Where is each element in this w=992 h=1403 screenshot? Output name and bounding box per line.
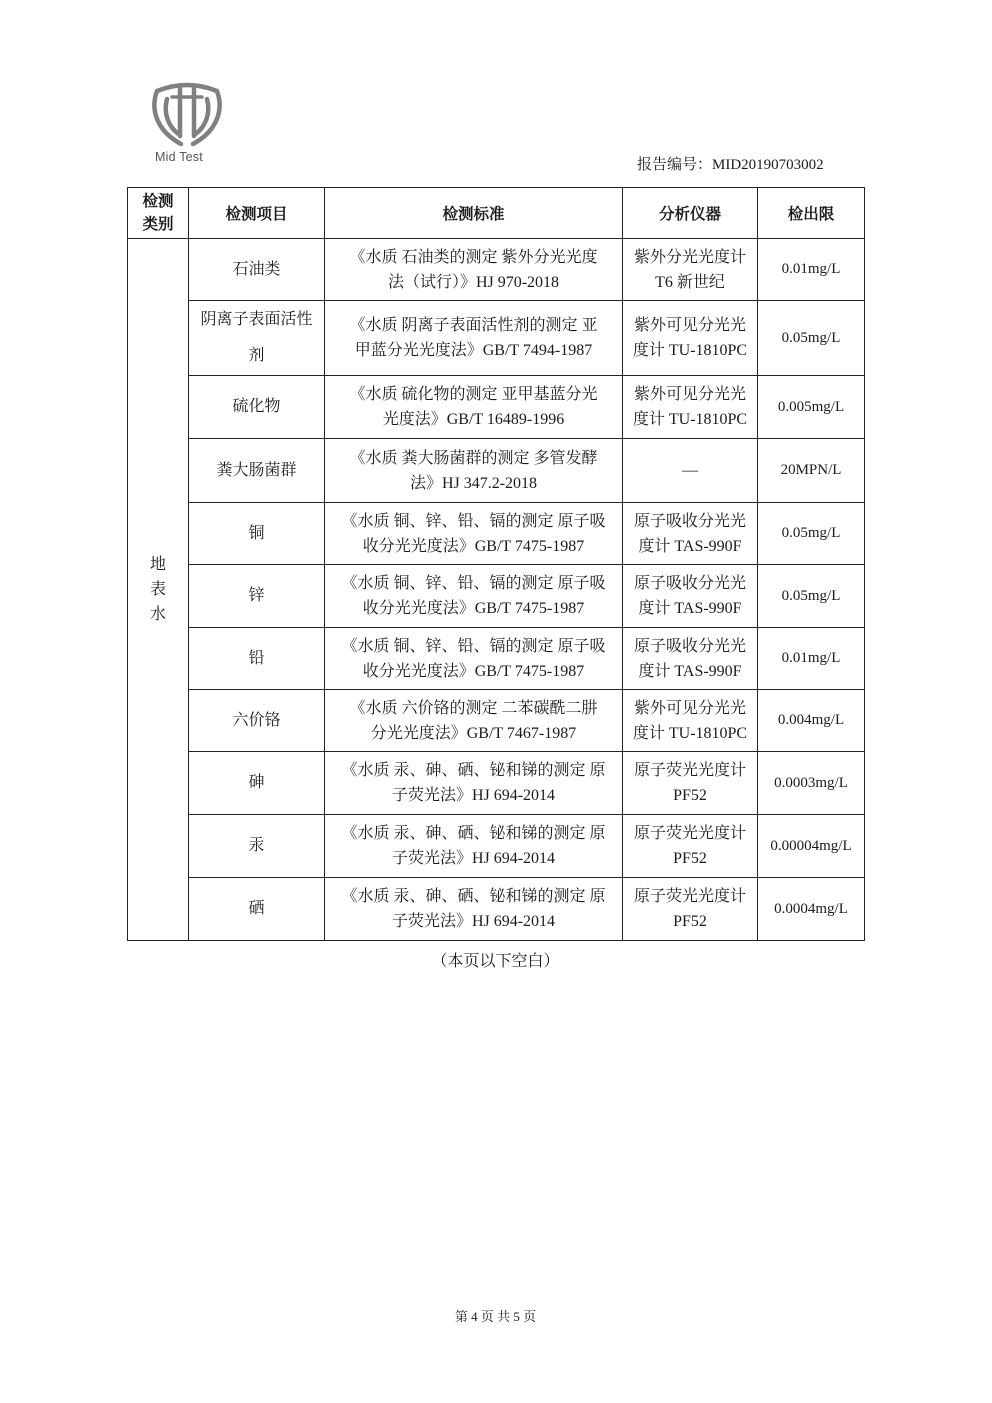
item-cell (189, 752, 325, 815)
limit-cell: 0.05mg/L (758, 565, 865, 628)
table-row (128, 690, 865, 752)
instrument-cell (623, 815, 758, 878)
table-row (128, 503, 865, 565)
standard-line: 子荧光法》HJ 694-2014 (391, 787, 556, 804)
table-row (128, 239, 865, 301)
standard-cell (325, 815, 623, 878)
instrument-cell (623, 628, 758, 690)
standard-cell (325, 301, 623, 376)
limit-cell: 0.005mg/L (758, 376, 865, 439)
item-cell (189, 301, 325, 376)
standard-line: 分光光度法》GB/T 7467-1987 (370, 724, 577, 742)
standard-line: 《水质 阴离子表面活性剂的测定 亚 (349, 317, 598, 334)
report-number: 报告编号：MID20190703002 (637, 157, 824, 173)
instrument-line: 原子吸收分光光 (633, 575, 746, 592)
limit-cell: 0.05mg/L (758, 301, 865, 376)
limit-cell: 0.0004mg/L (758, 878, 865, 941)
table-row (128, 439, 865, 503)
table-row (128, 565, 865, 628)
instrument-line: 紫外可见分光光 (633, 317, 746, 334)
test-method-table (127, 187, 865, 941)
category-label: 地表水 (149, 556, 166, 623)
limit-cell: 0.0003mg/L (758, 752, 865, 815)
limit-cell: 0.00004mg/L (758, 815, 865, 878)
item-line: 粪大肠菌群 (216, 461, 297, 479)
standard-cell (325, 878, 623, 941)
limit-cell: 0.05mg/L (758, 503, 865, 565)
item-cell (189, 239, 325, 301)
item-line: 硫化物 (232, 398, 281, 415)
item-cell (189, 565, 325, 628)
standard-cell (325, 565, 623, 628)
standard-line: 《水质 粪大肠菌群的测定 多管发酵 (349, 449, 598, 467)
item-cell (189, 503, 325, 565)
table-row (128, 752, 865, 815)
standard-line: 《水质 汞、砷、硒、铋和锑的测定 原 (341, 825, 606, 842)
table-header-row (128, 188, 865, 239)
standard-line: 《水质 铜、锌、铅、镉的测定 原子吸 (341, 512, 606, 530)
standard-line: 《水质 石油类的测定 紫外分光光度 (349, 248, 598, 266)
standard-line: 《水质 汞、砷、硒、铋和锑的测定 原 (341, 762, 606, 779)
instrument-line: 原子吸收分光光 (633, 637, 746, 655)
instrument-line: 原子荧光光度计 (633, 888, 746, 905)
item-cell (189, 439, 325, 503)
instrument-cell (623, 878, 758, 941)
instrument-cell (623, 239, 758, 301)
standard-cell (325, 752, 623, 815)
instrument-line: 紫外分光光度计 (633, 248, 746, 266)
instrument-cell (623, 690, 758, 752)
item-line: 锌 (248, 587, 265, 604)
limit-cell: 0.01mg/L (758, 239, 865, 301)
standard-cell (325, 439, 623, 503)
standard-line: 《水质 铜、锌、铅、镉的测定 原子吸 (341, 637, 606, 655)
company-logo (146, 76, 228, 150)
logo-wordmark: Mid Test (155, 150, 203, 164)
standard-cell (325, 503, 623, 565)
header-limit: 检出限 (758, 188, 865, 239)
item-line: 汞 (248, 837, 265, 854)
instrument-line: 原子荧光光度计 (633, 825, 746, 842)
standard-line: 收分光光度法》GB/T 7475-1987 (362, 537, 585, 555)
header-standard: 检测标准 (325, 188, 623, 239)
limit-cell: 20MPN/L (758, 439, 865, 503)
standard-cell (325, 376, 623, 439)
instrument-line: 度计 TU-1810PC (632, 342, 748, 359)
instrument-cell (623, 376, 758, 439)
instrument-line: — (682, 462, 698, 479)
standard-line: 《水质 铜、锌、铅、镉的测定 原子吸 (341, 575, 606, 592)
blank-page-note: （本页以下空白） (431, 953, 560, 970)
standard-cell (325, 628, 623, 690)
header-category (128, 188, 189, 239)
standard-line: 子荧光法》HJ 694-2014 (391, 913, 556, 930)
item-line: 阴离子表面活性 (200, 311, 313, 328)
instrument-cell (623, 301, 758, 376)
instrument-line: 紫外可见分光光 (633, 386, 746, 403)
instrument-cell (623, 439, 758, 503)
item-line: 石油类 (232, 260, 281, 278)
table-row (128, 376, 865, 439)
limit-cell: 0.01mg/L (758, 628, 865, 690)
table-row (128, 815, 865, 878)
instrument-line: 原子荧光光度计 (633, 762, 746, 779)
instrument-cell (623, 503, 758, 565)
table-row (128, 628, 865, 690)
instrument-line: 度计 TAS-990F (638, 662, 742, 680)
standard-line: 《水质 汞、砷、硒、铋和锑的测定 原 (341, 888, 606, 905)
standard-cell (325, 690, 623, 752)
standard-line: 法（试行）》HJ 970-2018 (387, 273, 560, 291)
standard-line: 光度法》GB/T 16489-1996 (382, 411, 565, 428)
item-cell (189, 628, 325, 690)
table-row (128, 301, 865, 376)
standard-line: 《水质 六价铬的测定 二苯碳酰二肼 (349, 699, 598, 717)
item-line: 剂 (248, 347, 265, 364)
header-category-label: 检测类别 (142, 193, 174, 233)
item-cell (189, 878, 325, 941)
page-footer: 第 4 页 共 5 页 (454, 1309, 537, 1324)
header-item: 检测项目 (189, 188, 325, 239)
instrument-cell (623, 565, 758, 628)
instrument-line: PF52 (673, 787, 707, 804)
item-cell (189, 690, 325, 752)
item-line: 铅 (248, 649, 265, 667)
instrument-line: 度计 TU-1810PC (632, 411, 748, 428)
instrument-line: 原子吸收分光光 (633, 512, 746, 530)
instrument-line: 度计 TAS-990F (638, 537, 742, 555)
item-line: 六价铬 (232, 711, 281, 729)
standard-line: 子荧光法》HJ 694-2014 (391, 850, 556, 867)
standard-line: 《水质 硫化物的测定 亚甲基蓝分光 (349, 386, 598, 403)
instrument-cell (623, 752, 758, 815)
item-line: 硒 (248, 900, 265, 917)
item-cell (189, 815, 325, 878)
header-instrument: 分析仪器 (623, 188, 758, 239)
table-body (128, 239, 865, 941)
item-line: 铜 (248, 524, 265, 542)
item-cell (189, 376, 325, 439)
category-cell (128, 239, 189, 941)
instrument-line: PF52 (673, 850, 707, 867)
instrument-line: PF52 (673, 913, 707, 930)
standard-cell (325, 239, 623, 301)
limit-cell: 0.004mg/L (758, 690, 865, 752)
standard-line: 法》HJ 347.2-2018 (409, 474, 538, 492)
standard-line: 收分光光度法》GB/T 7475-1987 (362, 600, 585, 617)
table-row (128, 878, 865, 941)
instrument-line: 紫外可见分光光 (633, 699, 746, 717)
instrument-line: 度计 TU-1810PC (632, 724, 748, 742)
item-line: 砷 (248, 774, 265, 791)
standard-line: 收分光光度法》GB/T 7475-1987 (362, 662, 585, 680)
standard-line: 甲蓝分光光度法》GB/T 7494-1987 (354, 342, 593, 359)
instrument-line: T6 新世纪 (655, 273, 725, 291)
instrument-line: 度计 TAS-990F (638, 600, 742, 617)
